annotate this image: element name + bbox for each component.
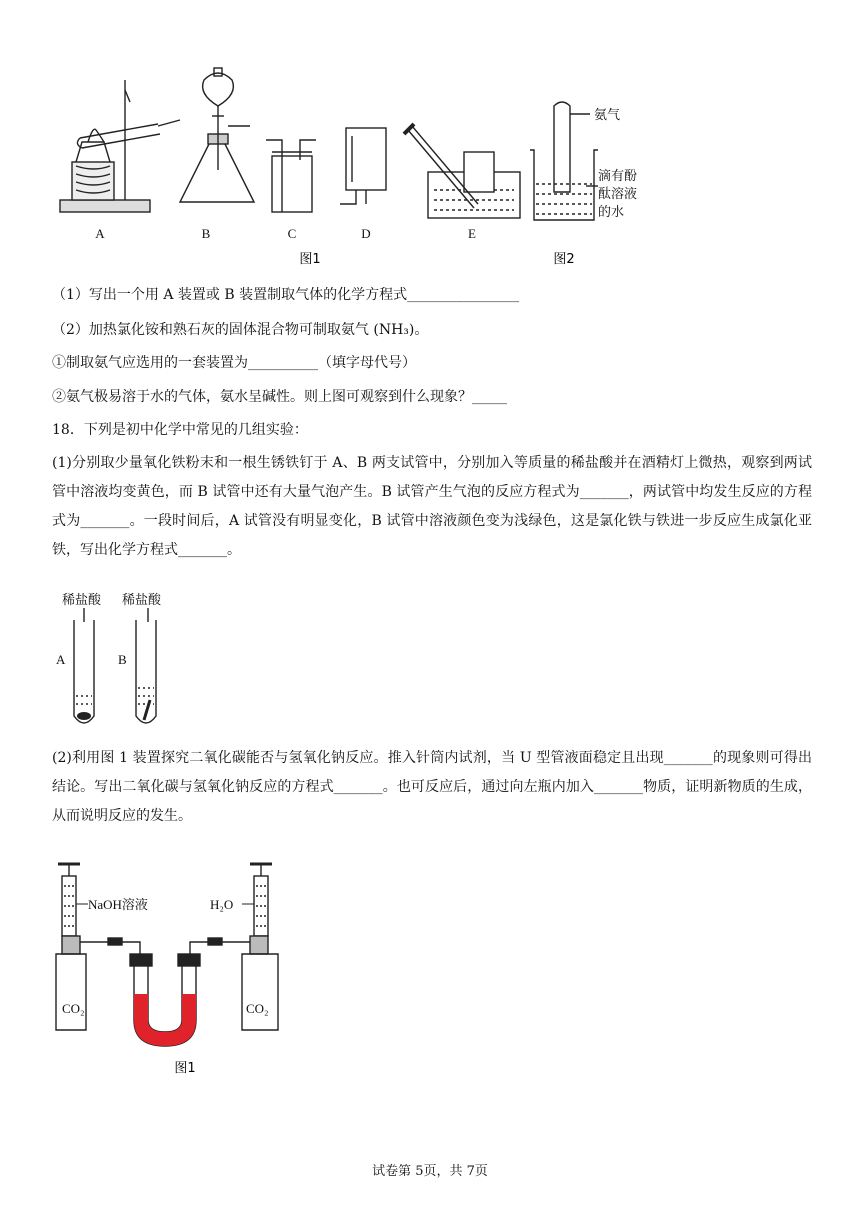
label-e: E bbox=[468, 226, 476, 241]
figure1-caption: 图1 bbox=[299, 252, 321, 267]
figure2-ammonia bbox=[526, 98, 666, 270]
q18-part2: (2)利用图 1 装置探究二氧化碳能否与氢氧化钠反应。推入针筒内试剂，当 U 型管液面稳定且出现_______的现象则可得出结论。写出二氧化碳与氢氧化钠反应的方程式_______。也可反应后，通过向左瓶内加入_______物质，证明新物质的生成，从而说明反应的发生。 bbox=[52, 750, 812, 824]
naoh-label: NaOH溶液 bbox=[88, 897, 148, 912]
q17-sub2: ②氨气极易溶于水的气体，氨水呈碱性。则上图可观察到什么现象？_____ bbox=[52, 389, 507, 405]
u-tube-liquid bbox=[134, 994, 196, 1046]
ammonia-label: 氨气 bbox=[594, 108, 621, 123]
tube-b bbox=[136, 620, 156, 723]
figure1-apparatus bbox=[50, 60, 530, 270]
co2-right-label: CO₂ bbox=[246, 1001, 269, 1016]
liquid-label-2: 酞溶液 bbox=[598, 187, 638, 202]
apparatus-d bbox=[340, 128, 386, 204]
label-b: B bbox=[201, 226, 211, 241]
acid-label-a: 稀盐酸 bbox=[62, 593, 102, 608]
label-a: A bbox=[95, 226, 105, 241]
h2o-label: H₂O bbox=[210, 897, 234, 912]
tube-a bbox=[74, 620, 94, 723]
tube-a-label: A bbox=[56, 652, 66, 667]
tube-b-label: B bbox=[118, 652, 127, 667]
liquid-label-3: 的水 bbox=[598, 205, 625, 220]
label-d: D bbox=[361, 226, 371, 241]
co2-naoh-apparatus bbox=[50, 856, 290, 1080]
apparatus-e bbox=[404, 124, 520, 218]
acid-label-b: 稀盐酸 bbox=[122, 593, 162, 608]
q18-title: 18．下列是初中化学中常见的几组实验： bbox=[52, 422, 308, 438]
apparatus-c bbox=[266, 140, 316, 212]
q18-part1: (1)分别取少量氧化铁粉末和一根生锈铁钉于 A、B 两支试管中，分别加入等质量的稀盐酸并在酒精灯上微热，观察到两试管中溶液均变黄色，而 B 试管中还有大量气泡产生。B 试管产生气泡的反应方程式为_______，两试管中均发生反应的方程式为_______。一段时间后，A 试管没有明显变化，B 试管中溶液颜色变为浅绿色，这是氯化铁与铁进一步反应生成氯化亚铁，写出化学方程式_______。 bbox=[52, 455, 812, 558]
liquid-label-1: 滴有酚 bbox=[598, 169, 638, 184]
figure2-caption: 图2 bbox=[553, 252, 575, 267]
co2-left-label: CO₂ bbox=[62, 1001, 85, 1016]
apparatus-b bbox=[180, 68, 254, 202]
q17-part2: （2）加热氯化铵和熟石灰的固体混合物可制取氨气 (NH₃)。 bbox=[52, 322, 429, 338]
co2-figure-caption: 图1 bbox=[174, 1061, 196, 1076]
q17-part1: （1）写出一个用 A 装置或 B 装置制取气体的化学方程式________________ bbox=[52, 287, 520, 303]
apparatus-a bbox=[60, 80, 180, 212]
test-tubes-figure bbox=[50, 588, 190, 732]
page-footer: 试卷第 5页，共 7页 bbox=[372, 1164, 488, 1179]
q17-sub1: ①制取氨气应选用的一套装置为__________（填字母代号） bbox=[52, 355, 416, 371]
label-c: C bbox=[287, 226, 297, 241]
